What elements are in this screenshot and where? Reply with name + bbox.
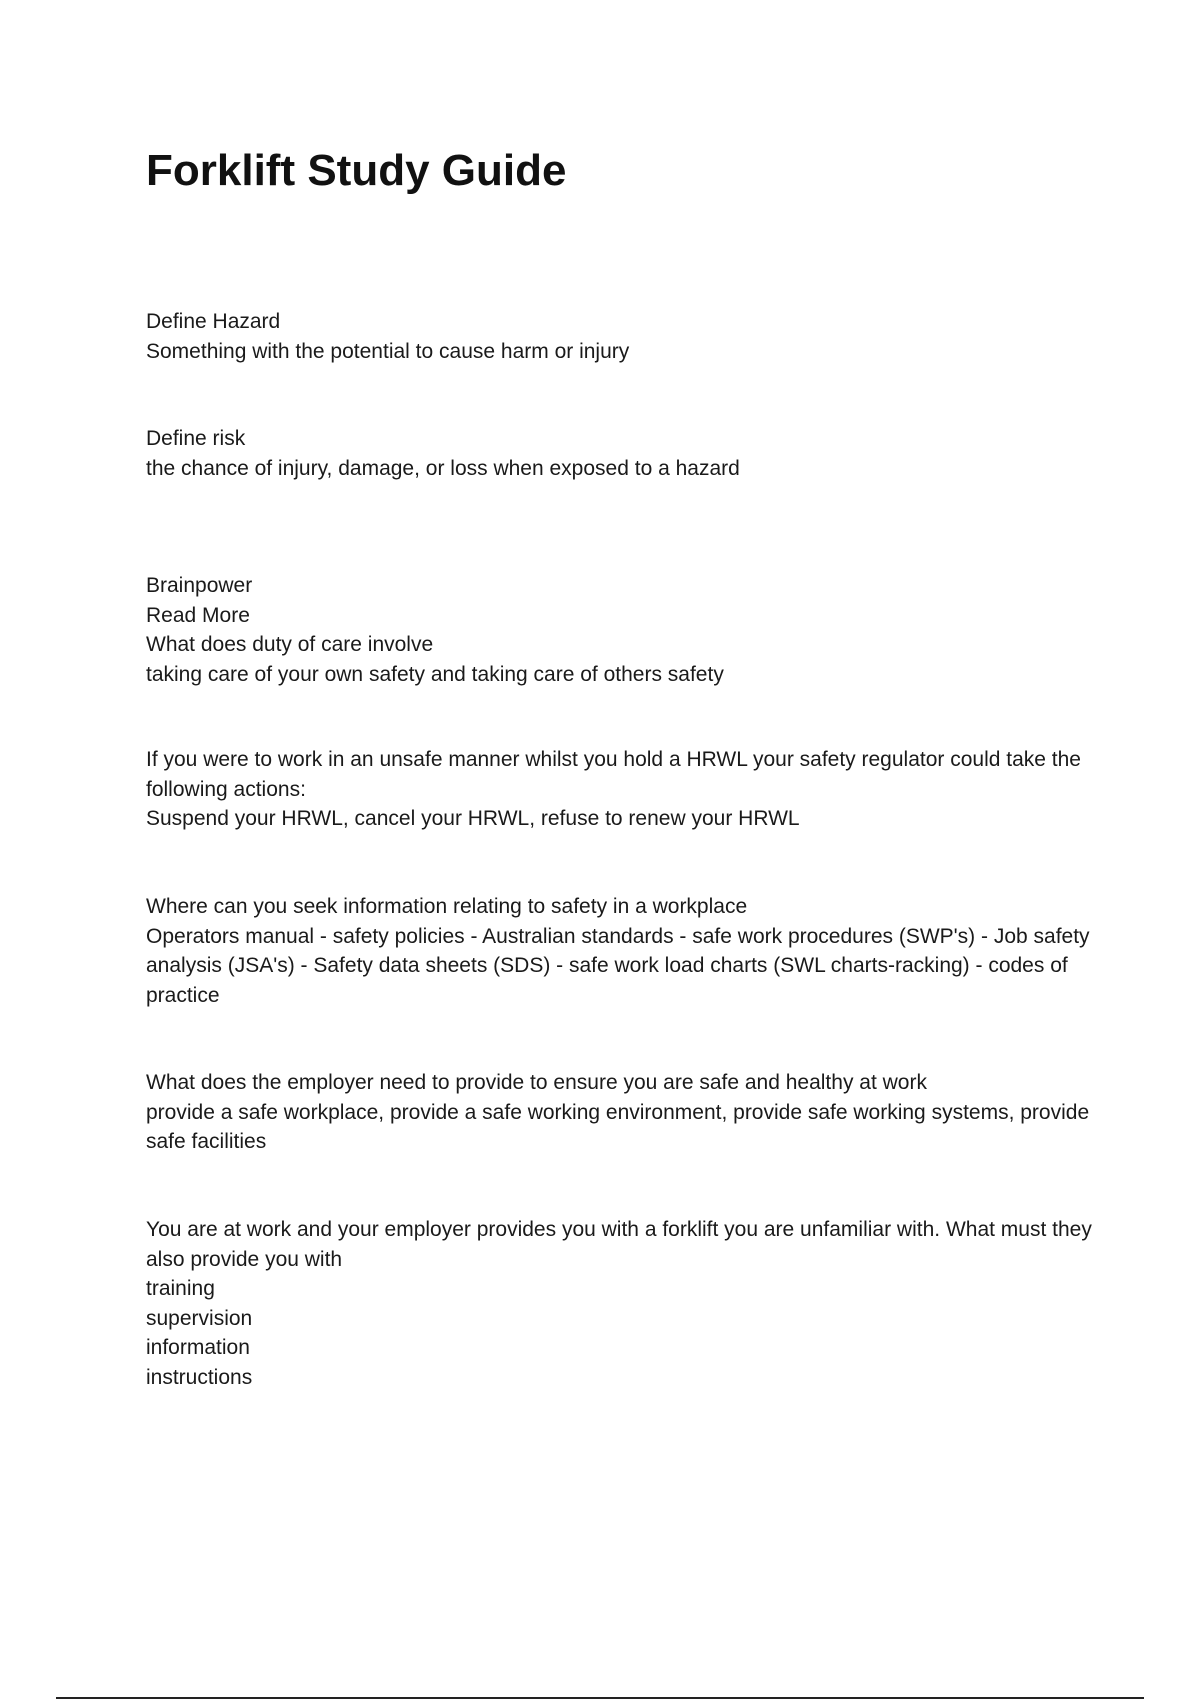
question-text: Where can you seek information relating to safety in a workplace bbox=[146, 895, 748, 918]
question-text: What does duty of care involve bbox=[146, 633, 434, 656]
question-text: Define Hazard bbox=[146, 310, 281, 333]
question-text: You are at work and your employer provides you with a forklift you are unfamiliar with. What must they also provide you with bbox=[146, 1218, 1092, 1271]
answer-text: provide a safe workplace, provide a safe working environment, provide safe working systems, provide safe facilities bbox=[146, 1100, 1090, 1153]
answer-list-item: supervision bbox=[146, 1306, 253, 1330]
qa-employer bbox=[146, 1068, 1096, 1157]
answer-list-item: training bbox=[146, 1277, 215, 1300]
answer-text: Operators manual - safety policies - Australian standards - safe work procedures (SWP's) - Job safety analysis (JSA's) - Safety data sheets (SDS) - safe work load charts (SWL charts-racking) - codes of practice bbox=[146, 924, 1090, 1007]
qa-risk bbox=[146, 424, 1096, 483]
answer-text: taking care of your own safety and taking care of others safety bbox=[146, 662, 724, 686]
answer-text: the chance of injury, damage, or loss when exposed to a hazard bbox=[146, 456, 740, 480]
answer-text: Suspend your HRWL, cancel your HRWL, refuse to renew your HRWL bbox=[146, 807, 800, 830]
answer-list-item: information bbox=[146, 1336, 250, 1359]
page-title: Forklift Study Guide bbox=[146, 146, 567, 195]
answer-text: Something with the potential to cause harm or injury bbox=[146, 339, 630, 363]
brand-text: Brainpower bbox=[146, 574, 253, 597]
qa-duty-of-care bbox=[146, 571, 1096, 689]
footer-divider bbox=[56, 1697, 1144, 1699]
question-text: Define risk bbox=[146, 427, 246, 450]
answer-list-item: instructions bbox=[146, 1365, 253, 1389]
read-more-link[interactable]: Read More bbox=[146, 603, 250, 627]
question-text: If you were to work in an unsafe manner whilst you hold a HRWL your safety regulator could take the following actions: bbox=[146, 748, 1081, 801]
question-text: What does the employer need to provide to ensure you are safe and healthy at work bbox=[146, 1071, 927, 1094]
qa-hazard bbox=[146, 307, 1096, 366]
qa-regulator bbox=[146, 745, 1096, 834]
qa-unfamiliar-forklift bbox=[146, 1215, 1096, 1392]
qa-information bbox=[146, 892, 1096, 1010]
